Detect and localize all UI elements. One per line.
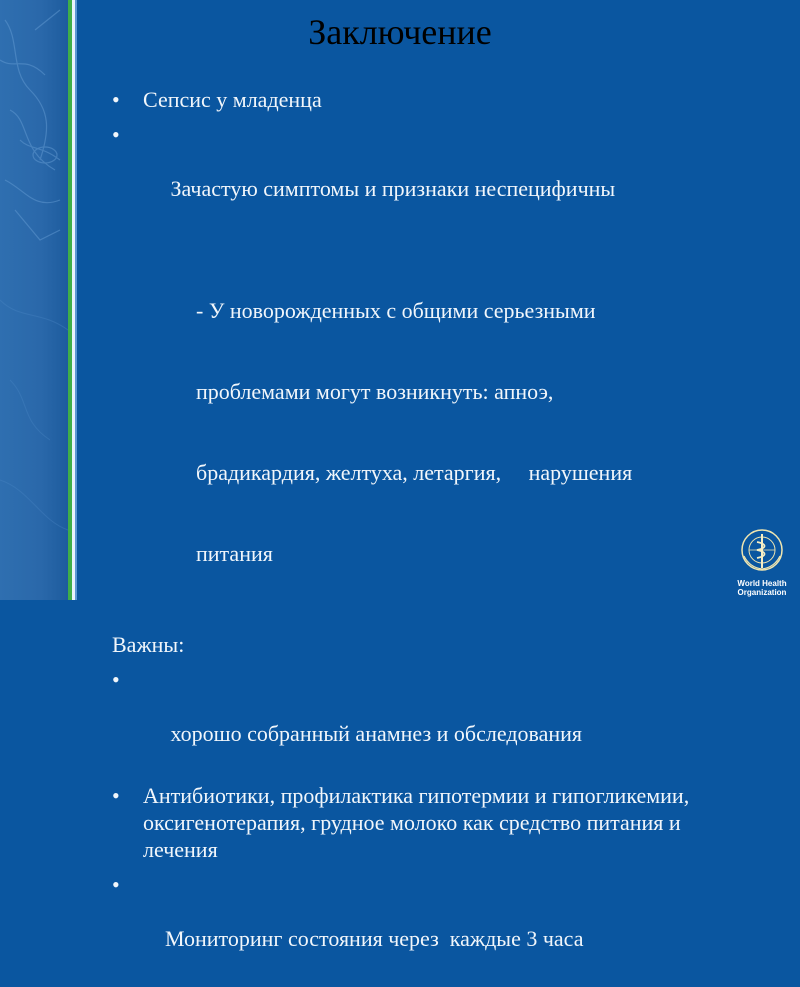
bullet-item bbox=[112, 666, 762, 774]
decorative-pattern-icon bbox=[0, 0, 68, 600]
bullet-item bbox=[112, 86, 762, 113]
bullet-text: Антибиотики, профилактика гипотермии и гипогликемии, оксигенотерапия, грудное молоко как средство питания и лечения bbox=[143, 783, 690, 862]
bullet-item bbox=[112, 782, 762, 863]
who-emblem-icon bbox=[740, 528, 784, 572]
bullet-marker: • bbox=[112, 122, 120, 147]
decorative-side-panel bbox=[0, 0, 68, 600]
sub-line: брадикардия, желтуха, летаргия, нарушения bbox=[196, 460, 633, 485]
bullet-text: Сепсис у младенца bbox=[143, 87, 322, 112]
sub-paragraph bbox=[112, 243, 762, 621]
slide-title-text: Заключение bbox=[308, 12, 492, 52]
bullet-marker: • bbox=[112, 87, 120, 112]
bullet-text: хорошо собранный анамнез и обследования bbox=[165, 721, 583, 746]
sub-line: проблемами могут возникнуть: апноэ, bbox=[196, 379, 554, 404]
accent-stripe-light bbox=[75, 0, 77, 600]
who-text-line2: Organization bbox=[737, 588, 787, 597]
bullet-marker: • bbox=[112, 872, 120, 897]
slide-title bbox=[0, 10, 800, 54]
slide-body bbox=[112, 86, 762, 987]
bullet-marker: • bbox=[112, 667, 120, 692]
bullet-marker: • bbox=[112, 783, 120, 808]
sub-line: питания bbox=[196, 541, 273, 566]
bullet-item bbox=[112, 121, 762, 229]
bullet-item bbox=[112, 871, 762, 979]
bullet-text: Мониторинг состояния через каждые 3 часа bbox=[165, 926, 584, 951]
important-label: Важны: bbox=[112, 632, 185, 657]
sub-line: - У новорожденных с общими серьезными bbox=[196, 298, 596, 323]
who-logo bbox=[733, 528, 791, 597]
bullet-text: Зачастую симптомы и признаки неспецифичны bbox=[165, 176, 616, 201]
who-text-line1: World Health bbox=[737, 579, 787, 588]
